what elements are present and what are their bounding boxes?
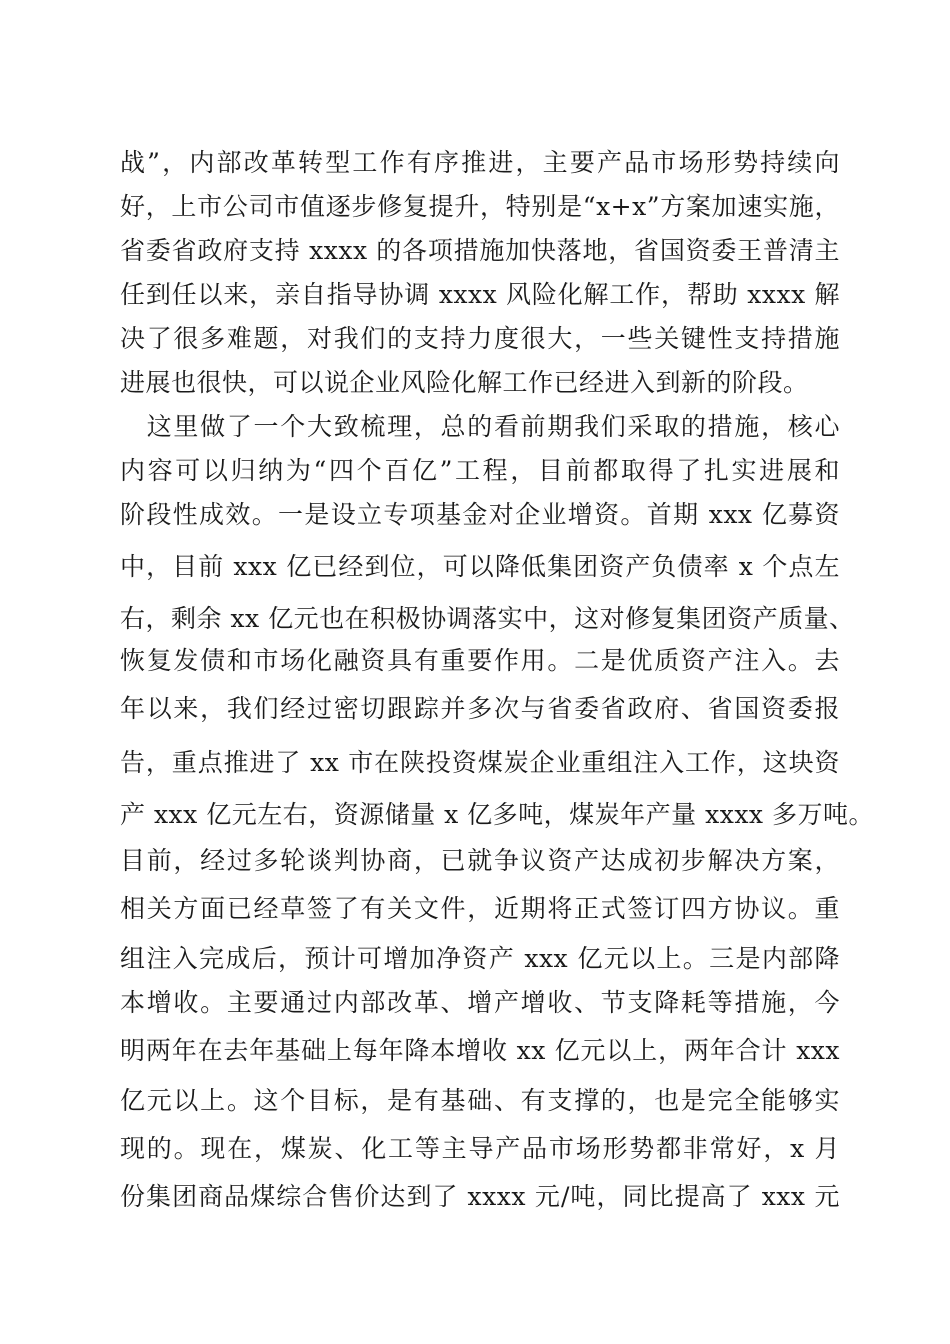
text-line: 亿元以上。这个目标，是有基础、有支撑的，也是完全能够实	[120, 1086, 840, 1115]
text-line: 战”，内部改革转型工作有序推进，主要产品市场形势持续向	[120, 148, 840, 177]
text-line: 右，剩余 xx 亿元也在积极协调落实中，这对修复集团资产质量、	[120, 604, 855, 633]
text-line: 决了很多难题，对我们的支持力度很大，一些关键性支持措施	[120, 324, 840, 353]
text-line: 份集团商品煤综合售价达到了 xxxx 元/吨，同比提高了 xxx 元	[120, 1182, 840, 1211]
text-line: 内容可以归纳为“四个百亿”工程，目前都取得了扎实进展和	[120, 456, 840, 485]
text-line: 省委省政府支持 xxxx 的各项措施加快落地，省国资委王普清主	[120, 236, 840, 265]
text-line: 告，重点推进了 xx 市在陕投资煤炭企业重组注入工作，这块资	[120, 748, 840, 777]
text-line: 现的。现在，煤炭、化工等主导产品市场形势都非常好，x 月	[120, 1134, 840, 1163]
text-line: 进展也很快，可以说企业风险化解工作已经进入到新的阶段。	[120, 368, 809, 397]
text-line: 目前，经过多轮谈判协商，已就争议资产达成初步解决方案，	[120, 846, 840, 875]
text-line: 组注入完成后，预计可增加净资产 xxx 亿元以上。三是内部降	[120, 944, 840, 973]
text-line: 相关方面已经草签了有关文件，近期将正式签订四方协议。重	[120, 894, 840, 923]
text-line: 中，目前 xxx 亿已经到位，可以降低集团资产负债率 x 个点左	[120, 552, 840, 581]
text-line: 年以来，我们经过密切跟踪并多次与省委省政府、省国资委报	[120, 694, 840, 723]
text-line: 恢复发债和市场化融资具有重要作用。二是优质资产注入。去	[120, 646, 840, 675]
text-line: 产 xxx 亿元左右，资源储量 x 亿多吨，煤炭年产量 xxxx 多万吨。	[120, 800, 874, 829]
text-line: 这里做了一个大致梳理，总的看前期我们采取的措施，核心	[120, 412, 840, 441]
text-line: 好，上市公司市值逐步修复提升，特别是“x+x”方案加速实施，	[120, 192, 840, 221]
text-line: 阶段性成效。一是设立专项基金对企业增资。首期 xxx 亿募资	[120, 500, 840, 529]
text-line: 明两年在去年基础上每年降本增收 xx 亿元以上，两年合计 xxx	[120, 1036, 840, 1065]
text-line: 本增收。主要通过内部改革、增产增收、节支降耗等措施，今	[120, 988, 840, 1017]
text-line: 任到任以来，亲自指导协调 xxxx 风险化解工作，帮助 xxxx 解	[120, 280, 840, 309]
